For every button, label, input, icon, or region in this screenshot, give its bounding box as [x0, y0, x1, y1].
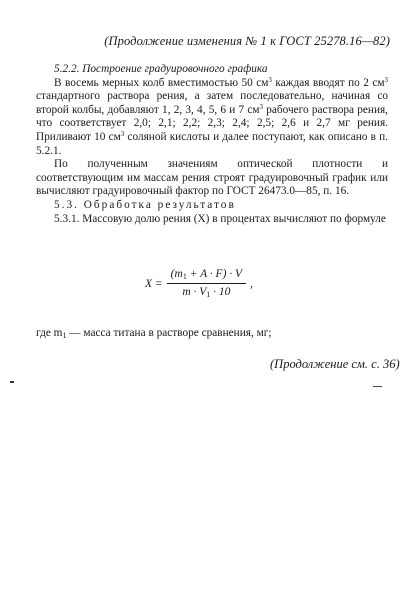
formula-numerator: [167, 268, 246, 284]
superscript-3: 3: [268, 75, 272, 84]
numerator-part-a: (m: [170, 268, 183, 280]
continuation-note: (Продолжение см. с. 36): [270, 357, 400, 371]
where-clause: [36, 327, 388, 343]
formula-denominator: [178, 284, 234, 299]
p1-part-a: В восемь мерных колб вместимостью 50 см: [54, 76, 269, 89]
paragraph-5-3-1: 5.3.1. Массовую долю рения (X) в процентах вычисляют по формуле: [54, 212, 386, 225]
body-text: [36, 63, 388, 226]
margin-mark: [10, 381, 14, 383]
where-prefix: где m: [36, 327, 63, 339]
denominator-part-b: · 10: [210, 286, 231, 298]
formula-fraction: [167, 268, 246, 299]
heading-text: 5.2.2. Построение градуировочного графика: [54, 63, 268, 75]
p1-part-b: каждая вводят по 2 см: [271, 76, 385, 89]
formula-comma: ,: [250, 277, 253, 290]
page-header: (Продолжение изменения № 1 к ГОСТ 25278.16—82): [104, 34, 390, 48]
denominator-part-a: m · V: [182, 286, 207, 298]
superscript-3: 3: [259, 102, 263, 111]
where-rest: — масса титана в растворе сравнения, мг;: [66, 327, 272, 339]
numerator-part-b: + A · F) · V: [186, 268, 243, 280]
denominator-subscript: 1: [206, 290, 211, 299]
p1-part-c: стандартного раствора рения, а затем последовательно, начиная со второй колбы, добавляют 1, 2, 3, 4, 5, 6 и 7 см: [36, 90, 388, 116]
superscript-3: 3: [384, 75, 388, 84]
formula-lhs: X =: [145, 277, 163, 290]
p1-part-d: рабочего раствора рения, что соответствует 2,0; 2,1; 2,2; 2,3; 2,4; 2,5; 2,6 и 2,7 мг рения. Приливают 10 см: [36, 103, 389, 143]
where-subscript: 1: [62, 331, 67, 340]
superscript-3: 3: [120, 129, 125, 138]
section-heading-5-3: 5.3. Обработка результатов: [54, 198, 236, 211]
footer-rule: [373, 386, 382, 387]
paragraph-graph: По полученным значениям оптической плотности и соответствующим им массам рения строят градуировочный график или вычисляют градуировочный фактор по ГОСТ 26473.0—85, п. 16.: [36, 158, 388, 198]
p1-part-e: соляной кислоты и далее поступают, как описано в п. 5.2.1.: [36, 130, 388, 157]
numerator-subscript: 1: [182, 272, 187, 281]
section-heading-5-2-2: [36, 63, 388, 77]
mass-fraction-formula: [145, 268, 253, 299]
paragraph-calibration: [36, 77, 388, 159]
